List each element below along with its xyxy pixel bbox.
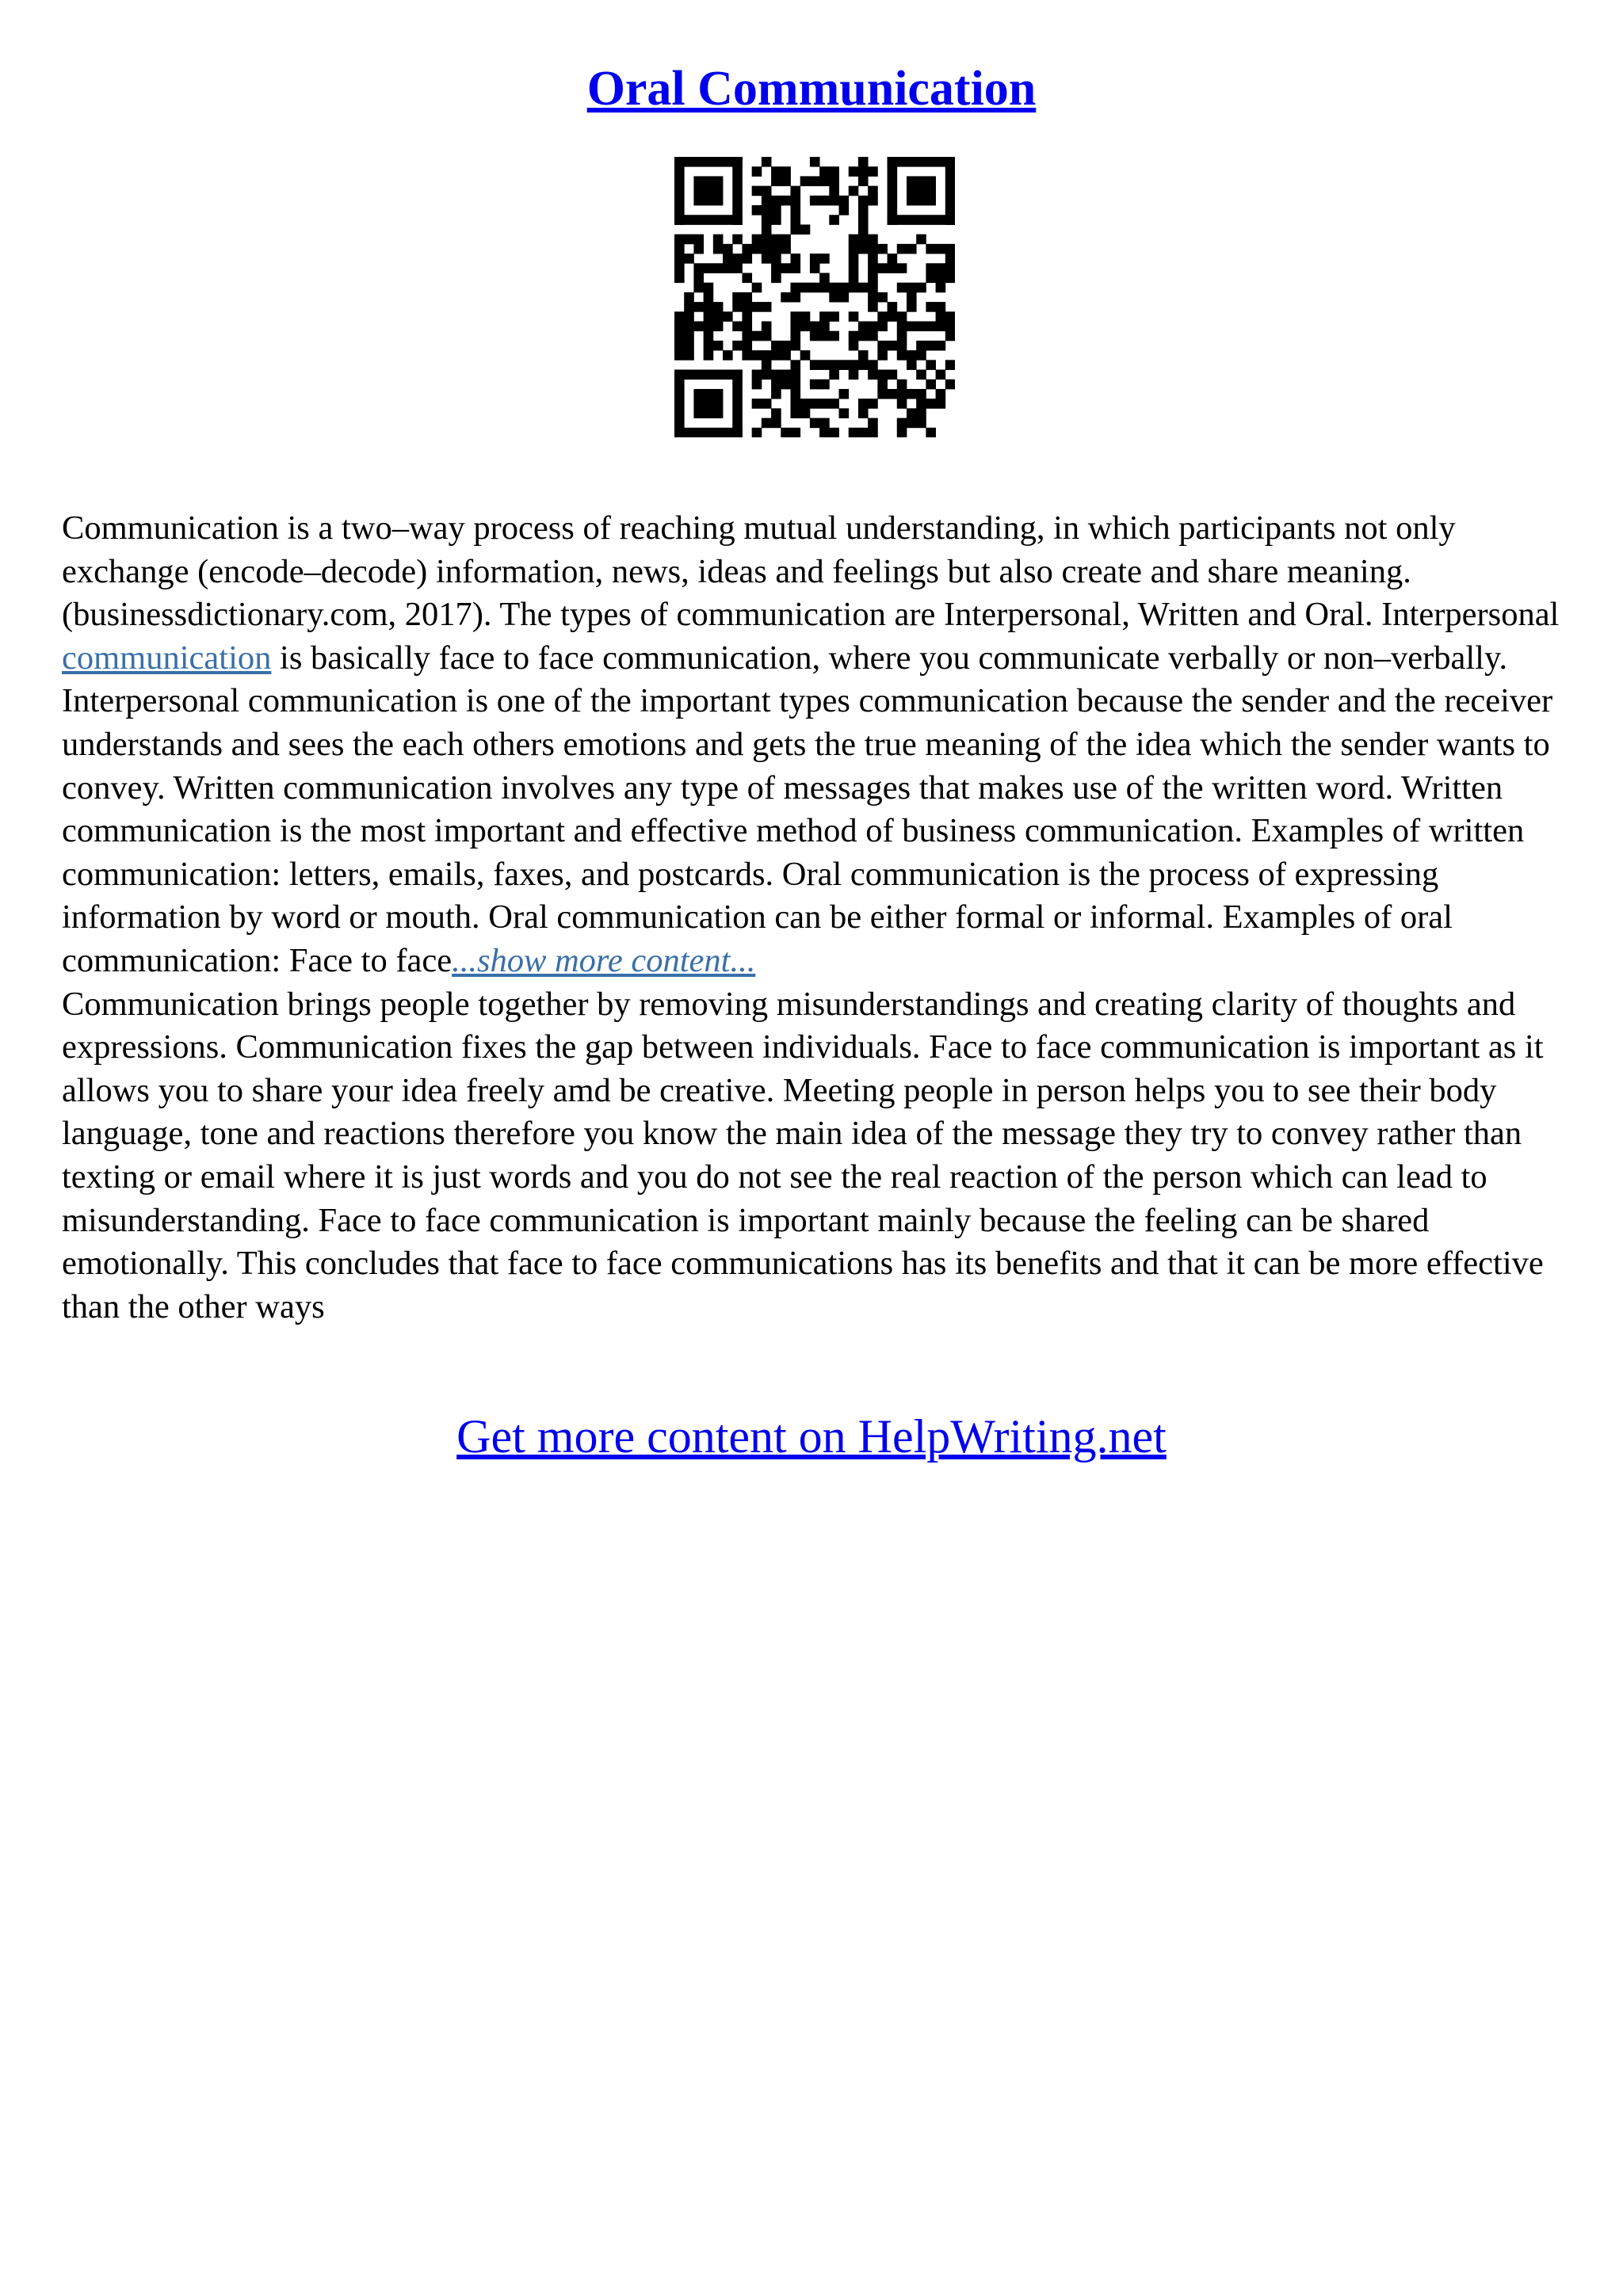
communication-link[interactable]: communication	[62, 639, 272, 677]
paragraph-1-text-b: is basically face to face communication, where you communicate verbally or non–verbally. Interpersonal communication is one of the important types communication because the sender and the receiver understands and sees the each others emotions and gets the true meaning of the idea which the sender wants to convey. Written communication involves any type of messages that makes use of the written word. Written communication is the most important and effective method of business communication. Examples of written communication: letters, emails, faxes, and postcards. Oral communication is the process of expressing information by word or mouth. Oral communication can be either formal or informal. Examples of oral communication: Face to face	[62, 639, 1553, 979]
title-link[interactable]: Oral Communication	[586, 62, 1037, 116]
footer-link[interactable]: Get more content on HelpWriting.net	[456, 1410, 1167, 1463]
footer	[0, 1406, 1623, 1466]
qr-code-icon	[674, 157, 955, 437]
show-more-link[interactable]: ...show more content...	[452, 941, 756, 979]
paragraph-1-text-a: Communication is a two–way process of reaching mutual understanding, in which participants not only exchange (encode–decode) information, news, ideas and feelings but also create and share meaning. (businessdictionary.com, 2017). The types of communication are Interpersonal, Written and Oral. Interpersonal	[62, 509, 1560, 634]
page-title	[0, 57, 1623, 120]
paragraph-1	[62, 507, 1583, 983]
article-body	[62, 507, 1583, 1329]
paragraph-2: Communication brings people together by removing misunderstandings and creating clarity of thoughts and expressions. Communication fixes the gap between individuals. Face to face communication is important as it allows you to share your idea freely amd be creative. Meeting people in person helps you to see their body language, tone and reactions therefore you know the main idea of the message they try to convey rather than texting or email where it is just words and you do not see the real reaction of the person which can lead to misunderstanding. Face to face communication is important mainly because the feeling can be shared emotionally. This concludes that face to face communications has its benefits and that it can be more effective than the other ways	[62, 985, 1544, 1325]
